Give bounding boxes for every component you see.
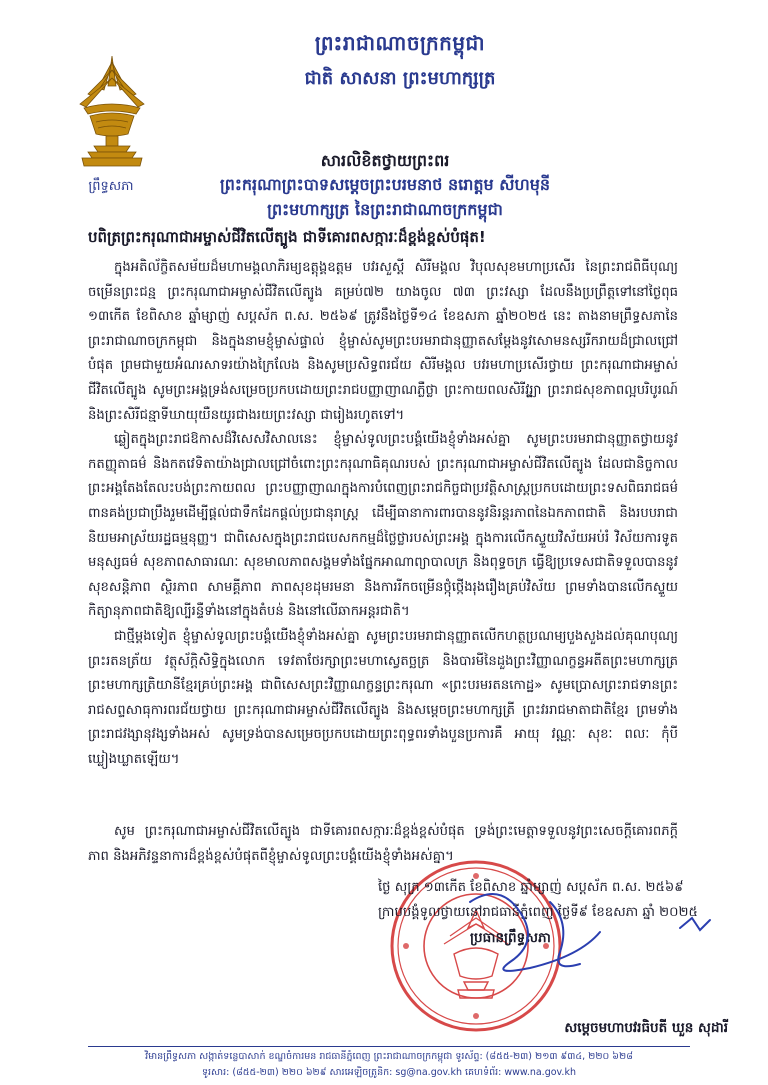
addressee-line-2: ព្រះមហាក្សត្រ នៃព្រះរាជាណាចក្រកម្ពុជា	[267, 200, 503, 219]
letter-title: សារលិខិតថ្វាយព្រះពរ	[320, 151, 450, 170]
footer-divider	[88, 1046, 690, 1047]
handwritten-signature	[430, 872, 730, 992]
royal-crest-icon	[70, 52, 154, 172]
footer-contact: ទូរសារ: (៨៥៥-២៣) ២២០ ៦២៩ សារអេឡិចត្រូនិក: sg@na.gov.kh គេហទំព័រ: www.na.gov.kh	[202, 1067, 576, 1078]
salutation: បពិត្រព្រះករុណាជាអម្ចាស់ជីវិតលើត្បូង ជាទីគោរពសក្ការៈដ៏ខ្ពង់ខ្ពស់បំផុត!	[88, 228, 486, 246]
addressee-line-1: ព្រះករុណាព្រះបាទសម្តេចព្រះបរមនាថ នរោត្តម សីហមុនី	[219, 175, 551, 194]
solar-date-line: ក្រាបបង្គំទូលថ្វាយនៅរាជធានីភ្នំពេញ ថ្ងៃទី៩ ខែឧសភា ឆ្នាំ ២០២៥	[378, 905, 698, 920]
letter-body	[88, 256, 678, 772]
lunar-date-line: ថ្ងៃ សុក្រ ១៣កើត ខែពិសាខ ឆ្នាំម្សាញ់ សប្តស័ក ព.ស. ២៥៦៩	[378, 880, 684, 895]
signer-name: សម្តេចមហាបវរធិបតី ឃួន សុដារី	[564, 1020, 728, 1036]
signatory-title: ប្រធានព្រឹទ្ធសភា	[470, 930, 551, 946]
closing-paragraph: សូម ព្រះករុណាជាអម្ចាស់ជីវិតលើត្បូង ជាទីគោរពសក្ការៈដ៏ខ្ពង់ខ្ពស់បំផុត ទ្រង់ព្រះមេត្តាទទួលនូវព្រះសេចក្តីគោរពភក្តីភាព និងអភិវន្ទនាការដ៏ខ្ពង់ខ្ពស់បំផុតពីខ្ញុំម្ចាស់ទូលព្រះបង្គំយើងខ្ញុំទាំងអស់គ្នា។	[88, 824, 678, 864]
institution-label: ព្រឹទ្ធសភា	[88, 179, 134, 194]
kingdom-title: ព្រះរាជាណាចក្រកម្ពុជា	[314, 31, 486, 55]
national-motto: ជាតិ សាសនា ព្រះមហាក្សត្រ	[304, 68, 496, 89]
body-paragraph-1: ក្នុងអតិល័ក្ខិតសម័យដ៏មហាមង្គលាភិរម្យឧត្តុង្គឧត្តម បវរសួស្តី សិរីមង្គល វិបុលសុខមហាប្រសើរ នៃព្រះរាជពិធីបុណ្យចម្រើនព្រះជន្ម ព្រះករុណាជាអម្ចាស់ជីវិតលើត្បូង គម្រប់៧២ យាងចូល ៧៣ ព្រះវស្សា ដែលនឹងប្រព្រឹត្តទៅនៅថ្ងៃពុធ ១៣កើត ខែពិសាខ ឆ្នាំម្សាញ់ សប្តស័ក ព.ស. ២៥៦៩ ត្រូវនឹងថ្ងៃទី១៤ ខែឧសភា ឆ្នាំ២០២៥ នេះ តាងនាមព្រឹទ្ធសភានៃព្រះរាជាណាចក្រកម្ពុជា និងក្នុងនាមខ្ញុំម្ចាស់ផ្ទាល់ ខ្ញុំម្ចាស់សូមព្រះបរមរាជានុញ្ញាតសម្តែងនូវសោមនស្សរីករាយដ៏ជ្រាលជ្រៅបំផុត ព្រមជាមួយអំណរសាទរយ៉ាងក្រៃលែង និងសូមប្រសិទ្ធពរជ័យ សិរីមង្គល បវរមហាប្រសើរថ្វាយ ព្រះករុណាជាអម្ចាស់ជីវិតលើត្បូង សូមព្រះអង្គទ្រង់សម្រេចប្រកបដោយព្រះរាជបញ្ញាញាណភ្លឺថ្លា ព្រះកាយពលសិរីវរ្ឌ្ឍា ព្រះរាជសុខភាពល្អបរិបូរណ៍ និងព្រះសិរីជន្មាទីឃាយុយឺនយូរជាងរយព្រះវស្សា ជារៀងរហូតទៅ។	[88, 260, 678, 423]
footer-address: វិមានព្រឹទ្ធសភា សង្កាត់ទន្លេបាសាក់ ខណ្ឌចំការមន រាជធានីភ្នំពេញ ព្រះរាជាណាចក្រកម្ពុជា ទូរស័ព្ទ: (៨៥៥-២៣) ២១៣ ៩៣៤, ២២០ ៦២៨	[145, 1051, 633, 1062]
body-paragraph-2: ឆ្លៀតក្នុងព្រះរាជឱកាសដ៏វិសេសវិសាលនេះ ខ្ញុំម្ចាស់ទូលព្រះបង្គំយើងខ្ញុំទាំងអស់គ្នា សូមព្រះបរមរាជានុញ្ញាតថ្វាយនូវកតញ្ញុតាធម៌ និងកតវេទិតាយ៉ាងជ្រាលជ្រៅចំពោះព្រះករុណាធិគុណរបស់ ព្រះករុណាជាអម្ចាស់ជីវិតលើត្បូង ដែលជានិច្ចកាល ព្រះអង្គតែងតែលះបង់ព្រះកាយពល ព្រះបញ្ញាញាណក្នុងការបំពេញព្រះរាជកិច្ចជាប្រវត្តិសាស្ត្រប្រកបដោយព្រះទសពិធរាជធម៌ ពានគង់ប្រជាប្រឹងរួមដើម្បីផ្តល់ជាទឹកដែកផ្តល់ប្រជានុរាស្ត្រ ដើម្បីធានាការពារបាននូវនិរន្តរភាពនៃឯកភាពជាតិ និងរបបរាជានិយមអាស្រ័យរដ្ឋធម្មនុញ្ញ។ ជាពិសេសក្នុងព្រះរាជបេសកកម្មដ៏ថ្លៃថ្លារបស់ព្រះអង្គ ក្នុងការលើកស្ទួយវិស័យអប់រំ វិស័យការទូត មនុស្សធម៌ សុខភាពសាធារណៈ សុខមាលភាពសង្គមទាំងផ្នែកអាណាព្យាបាលក្រ និងពុទ្ធចក្រ ធ្វើឱ្យប្រទេសជាតិទទួលបាននូវសុខសន្តិភាព ស្ថិរភាព សាមគ្គីភាព ភាពសុខដុមរមនា និងការរីកចម្រើនថ្កុំថ្កើងរុងរឿងគ្រប់វិស័យ ព្រមទាំងបានលើកស្ទួយកិត្យានុភាពជាតិឱ្យល្បីរន្ទឺទាំងនៅក្នុងតំបន់ និងនៅលើឆាកអន្តរជាតិ។	[88, 432, 678, 620]
body-paragraph-3: ជាថ្មីម្តងទៀត ខ្ញុំម្ចាស់ទូលព្រះបង្គំយើងខ្ញុំទាំងអស់គ្នា សូមព្រះបរមរាជានុញ្ញាតលើកហត្ថប្រណម្យបួងសួងដល់គុណបុណ្យព្រះរតនត្រ័យ វត្ថុស័ក្តិសិទ្ធិក្នុងលោក ទេវតាថែរក្សាព្រះមហាស្វេតច្ឆត្រ និងបារមីនៃដួងព្រះវិញ្ញាណក្ខន្ធអតីតព្រះមហាក្សត្រ ព្រះមហាក្សត្រិយានីខ្មែរគ្រប់ព្រះអង្គ ជាពិសេសព្រះវិញ្ញាណក្ខន្ធព្រះករុណា «ព្រះបរមរតនកោដ្ឋ» សូមប្រោសព្រះរាជទានព្រះរាជសព្ទសាធុការពរជ័យថ្វាយ ព្រះករុណាជាអម្ចាស់ជីវិតលើត្បូង និងសម្តេចព្រះមហាក្សត្រី ព្រះវររាជមាតាជាតិខ្មែរ ព្រមទាំងព្រះរាជវង្សានុវង្សទាំងអស់ សូមទ្រង់បានសម្រេចប្រកបដោយព្រះពុទ្ធពរទាំងបួនប្រការគឺ អាយុ វណ្ណៈ សុខៈ ពលៈ កុំបីឃ្លៀងឃ្លាតឡើយ។	[88, 628, 678, 767]
